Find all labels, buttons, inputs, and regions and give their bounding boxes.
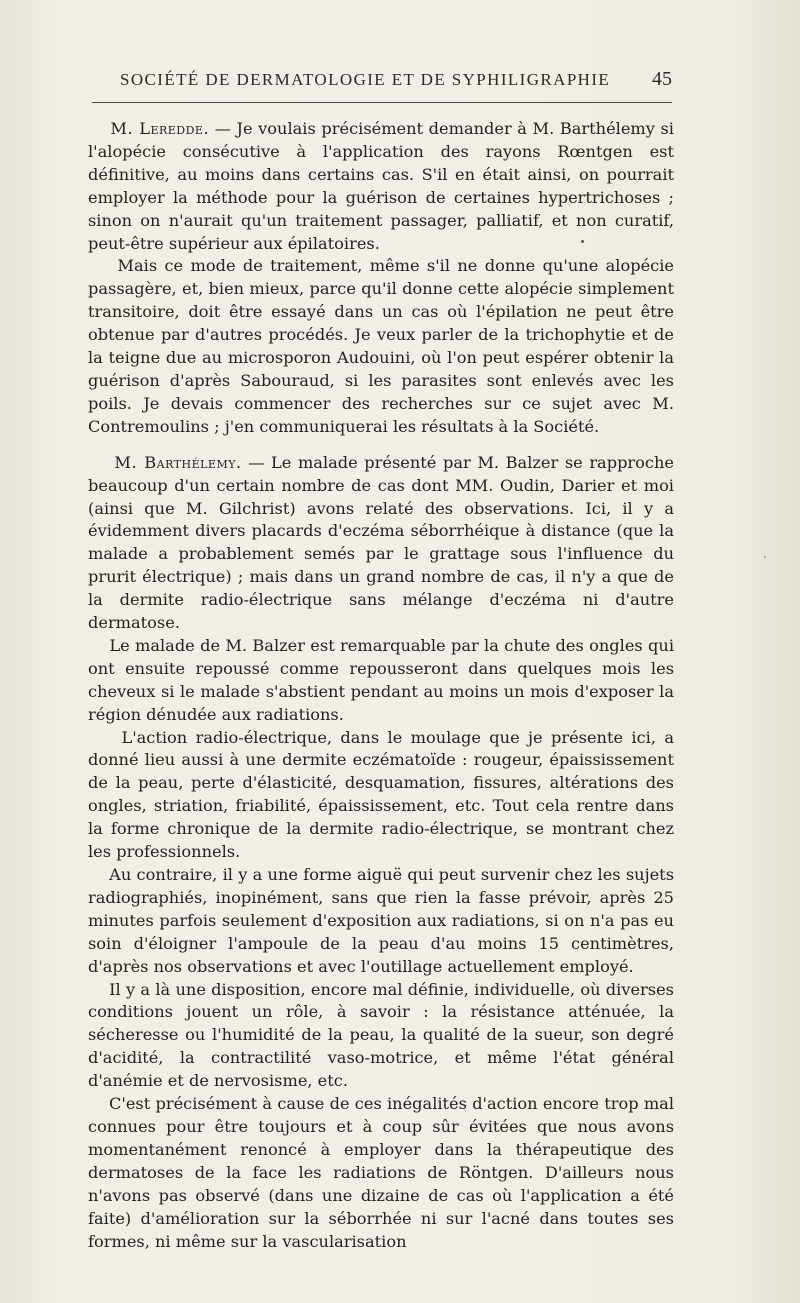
paragraph-text: — Je voulais précisément demander à M. Barthélemy si l'alopécie consécutive à l'application des rayons Rœntgen est définitive, au moins dans certains cas. S'il en était ainsi, on pourrait employer la méthode pour la guérison de certaines hypertrichoses ; sinon on n'aurait qu'un traitement passager, palliatif, et non curatif, peut-être supérieur aux épilatoires. (88, 119, 674, 253)
paragraph (88, 452, 674, 635)
page-body (88, 118, 674, 1253)
paragraph (88, 864, 674, 979)
page-speck (581, 240, 584, 243)
page-speck (764, 556, 766, 558)
running-header-title: SOCIÉTÉ DE DERMATOLOGIE ET DE SYPHILIGRAPHIE (120, 70, 611, 89)
paragraph-text: L'action radio-électrique, dans le moulage que je présente ici, a donné lieu aussi à une dermite eczématoïde : rougeur, épaississement de la peau, perte d'élasticité, desquamation, fissures, altérations des ongles, striation, friabilité, épaississement, etc. Tout cela rentre dans la forme chronique de la dermite radio-électrique, se montrant chez les professionnels. (88, 727, 674, 862)
paragraph-text: — Le malade présenté par M. Balzer se rapproche beaucoup d'un certain nombre de cas dont MM. Oudin, Darier et moi (ainsi que M. Gilchrist) avons relaté des observations. Ici, il y a évidemment divers placards d'eczéma séborrhéique à distance (que la malade a probablement semés par le grattage sous l'influence du prurit électrique) ; mais dans un grand nombre de cas, il n'y a que de la dermite radio-électrique sans mélange d'eczéma ni d'autre dermatose. (88, 452, 674, 633)
paragraph (88, 979, 674, 1094)
paragraph (88, 255, 674, 438)
paragraph (88, 727, 674, 864)
paragraph-text: Le malade de M. Balzer est remarquable par la chute des ongles qui ont ensuite repoussé comme repousseront dans quelques mois les cheveux si le malade s'abstient pendant au moins un mois d'exposer la région dénudée aux radiations. (88, 635, 674, 724)
paragraph-text: C'est précisément à cause de ces inégalités d'action encore trop mal connues pour être toujours et à coup sûr évitées que nous avons momentanément renoncé à employer dans la thérapeutique des dermatoses de la face les radiations de Röntgen. D'ailleurs nous n'avons pas observé (dans une dizaine de cas où l'application a été faite) d'amélioration sur la séborrhée ni sur l'acné dans toutes ses formes, ni même sur la vascularisation (88, 1094, 674, 1251)
speaker-name: M. Leredde. (110, 119, 210, 138)
speaker-name: M. Barthélemy. (114, 452, 242, 472)
paragraph (88, 635, 674, 727)
paragraph-text: Mais ce mode de traitement, même s'il ne donne qu'une alopécie passagère, et, bien mieux, parce qu'il donne cette alopécie simplement transitoire, doit être essayé dans un cas où l'épilation ne peut être obtenue par d'autres procédés. Je veux parler de la trichophytie et de la teigne due au microsporon Audouini, où l'on peut espérer obtenir la guérison d'après Sabouraud, si les parasites sont enlevés avec les poils. Je devais commencer des recherches sur ce sujet avec M. Contremoulins ; j'en communiquerai les résultats à la Société. (88, 256, 674, 436)
page-number: 45 (652, 68, 672, 90)
running-header (90, 70, 672, 96)
paragraph-text: Il y a là une disposition, encore mal définie, individuelle, où diverses conditions jouent un rôle, à savoir : la résistance atténuée, la sécheresse ou l'humidité de la peau, la qualité de la sueur, son degré d'acidité, la contractilité vaso-motrice, et même l'état général d'anémie et de nervosisme, etc. (88, 979, 674, 1091)
paragraph (88, 118, 674, 255)
header-rule (92, 102, 672, 103)
paragraph-text: Au contraire, il y a une forme aiguë qui peut survenir chez les sujets radiographiés, inopinément, sans que rien la fasse prévoir, après 25 minutes parfois seulement d'exposition aux radiations, si on n'a pas eu soin d'éloigner l'ampoule de la peau d'au moins 15 centimètres, d'après nos observations et avec l'outillage actuellement employé. (88, 865, 674, 976)
paragraph (88, 1093, 674, 1253)
